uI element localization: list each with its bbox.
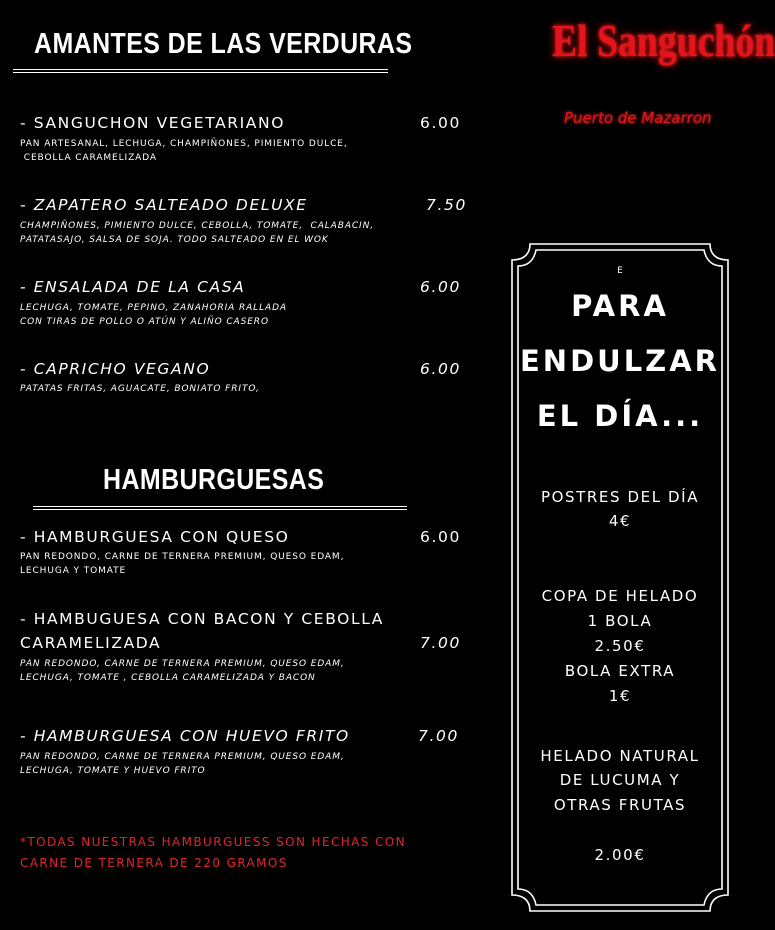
menu-item-desc: PAN REDONDO, CARNE DE TERNERA PREMIUM, QUESO EDAM,: [20, 752, 345, 762]
menu-item-desc: PAN REDONDO, CARNE DE TERNERA PREMIUM, QUESO EDAM,: [20, 659, 345, 669]
brand-location: Puerto de Mazarron: [564, 109, 712, 127]
menu-item-desc: PATATAS FRITAS, AGUACATE, BONIATO FRITO,: [20, 384, 260, 394]
menu-item-price: 7.00: [418, 727, 459, 745]
dessert-price: 1€: [608, 687, 632, 705]
menu-item-name: - ZAPATERO SALTEADO DELUXE: [20, 196, 308, 214]
menu-item-desc: PAN REDONDO, CARNE DE TERNERA PREMIUM, QUESO EDAM,: [20, 552, 345, 562]
menu-item-name: - CAPRICHO VEGANO: [20, 360, 211, 378]
section-divider: [13, 69, 388, 73]
menu-item-name: - HAMBURGUESA CON HUEVO FRITO: [20, 727, 350, 745]
menu-item-price: 6.00: [420, 528, 461, 546]
menu-item-price: 6.00: [420, 114, 461, 132]
menu-item-desc: CEBOLLA CARAMELIZADA: [20, 153, 157, 163]
menu-item-desc: LECHUGA, TOMATE Y HUEVO FRITO: [20, 766, 206, 776]
dessert-item: COPA DE HELADO: [541, 587, 699, 605]
menu-item-name: - HAMBURGUESA CON QUESO: [20, 528, 290, 546]
dessert-price: 2.50€: [594, 637, 646, 655]
section-title-burgers: HAMBURGUESAS: [103, 464, 325, 496]
menu-item-price: 7.00: [420, 634, 461, 652]
dessert-heading: ENDULZAR: [520, 344, 720, 378]
menu-item-name: - SANGUCHON VEGETARIANO: [20, 114, 286, 132]
menu-item-desc: LECHUGA, TOMATE, PEPINO, ZANAHORIA RALLADA: [20, 303, 287, 313]
dessert-price: 4€: [608, 512, 632, 530]
footnote: *TODAS NUESTRAS HAMBURGUESS SON HECHAS CON: [20, 835, 406, 849]
dessert-price: 2.00€: [594, 846, 646, 864]
menu-item-name-cont: CARAMELIZADA: [20, 634, 162, 652]
dessert-item: 1 BOLA: [587, 612, 653, 630]
menu-item-price: 6.00: [420, 360, 461, 378]
dessert-item: BOLA EXTRA: [564, 662, 676, 680]
menu-item-name: - HAMBUGUESA CON BACON Y CEBOLLA: [20, 610, 384, 628]
section-title-vegetables: AMANTES DE LAS VERDURAS: [34, 28, 413, 60]
dessert-item: HELADO NATURAL: [540, 747, 700, 765]
menu-item-price: 7.50: [426, 196, 467, 214]
footnote: CARNE DE TERNERA DE 220 GRAMOS: [20, 856, 288, 870]
menu-item-price: 6.00: [420, 278, 461, 296]
menu-item-desc: CHAMPIÑONES, PIMIENTO DULCE, CEBOLLA, TOMATE, CALABACIN,: [20, 221, 375, 231]
dessert-heading: EL DÍA...: [536, 399, 704, 433]
dessert-item: POSTRES DEL DÍA: [540, 488, 700, 506]
section-divider: [33, 506, 407, 510]
menu-item-desc: LECHUGA Y TOMATE: [20, 566, 127, 576]
menu-item-name: - ENSALADA DE LA CASA: [20, 278, 246, 296]
dessert-item: DE LUCUMA Y: [559, 771, 681, 789]
dessert-item: OTRAS FRUTAS: [553, 796, 687, 814]
menu-item-desc: CON TIRAS DE POLLO O ATÚN Y ALIÑO CASERO: [20, 317, 269, 327]
menu-item-desc: LECHUGA, TOMATE , CEBOLLA CARAMELIZADA Y BACON: [20, 673, 316, 683]
brand-logo: El Sanguchón: [552, 15, 775, 66]
menu-item-desc: PATATASAJO, SALSA DE SOJA. TODO SALTEADO EN EL WOK: [20, 235, 329, 245]
menu-item-desc: PAN ARTESANAL, LECHUGA, CHAMPIÑONES, PIMIENTO DULCE,: [20, 139, 348, 149]
dessert-marker: E: [617, 266, 623, 276]
dessert-heading: PARA: [571, 289, 669, 323]
